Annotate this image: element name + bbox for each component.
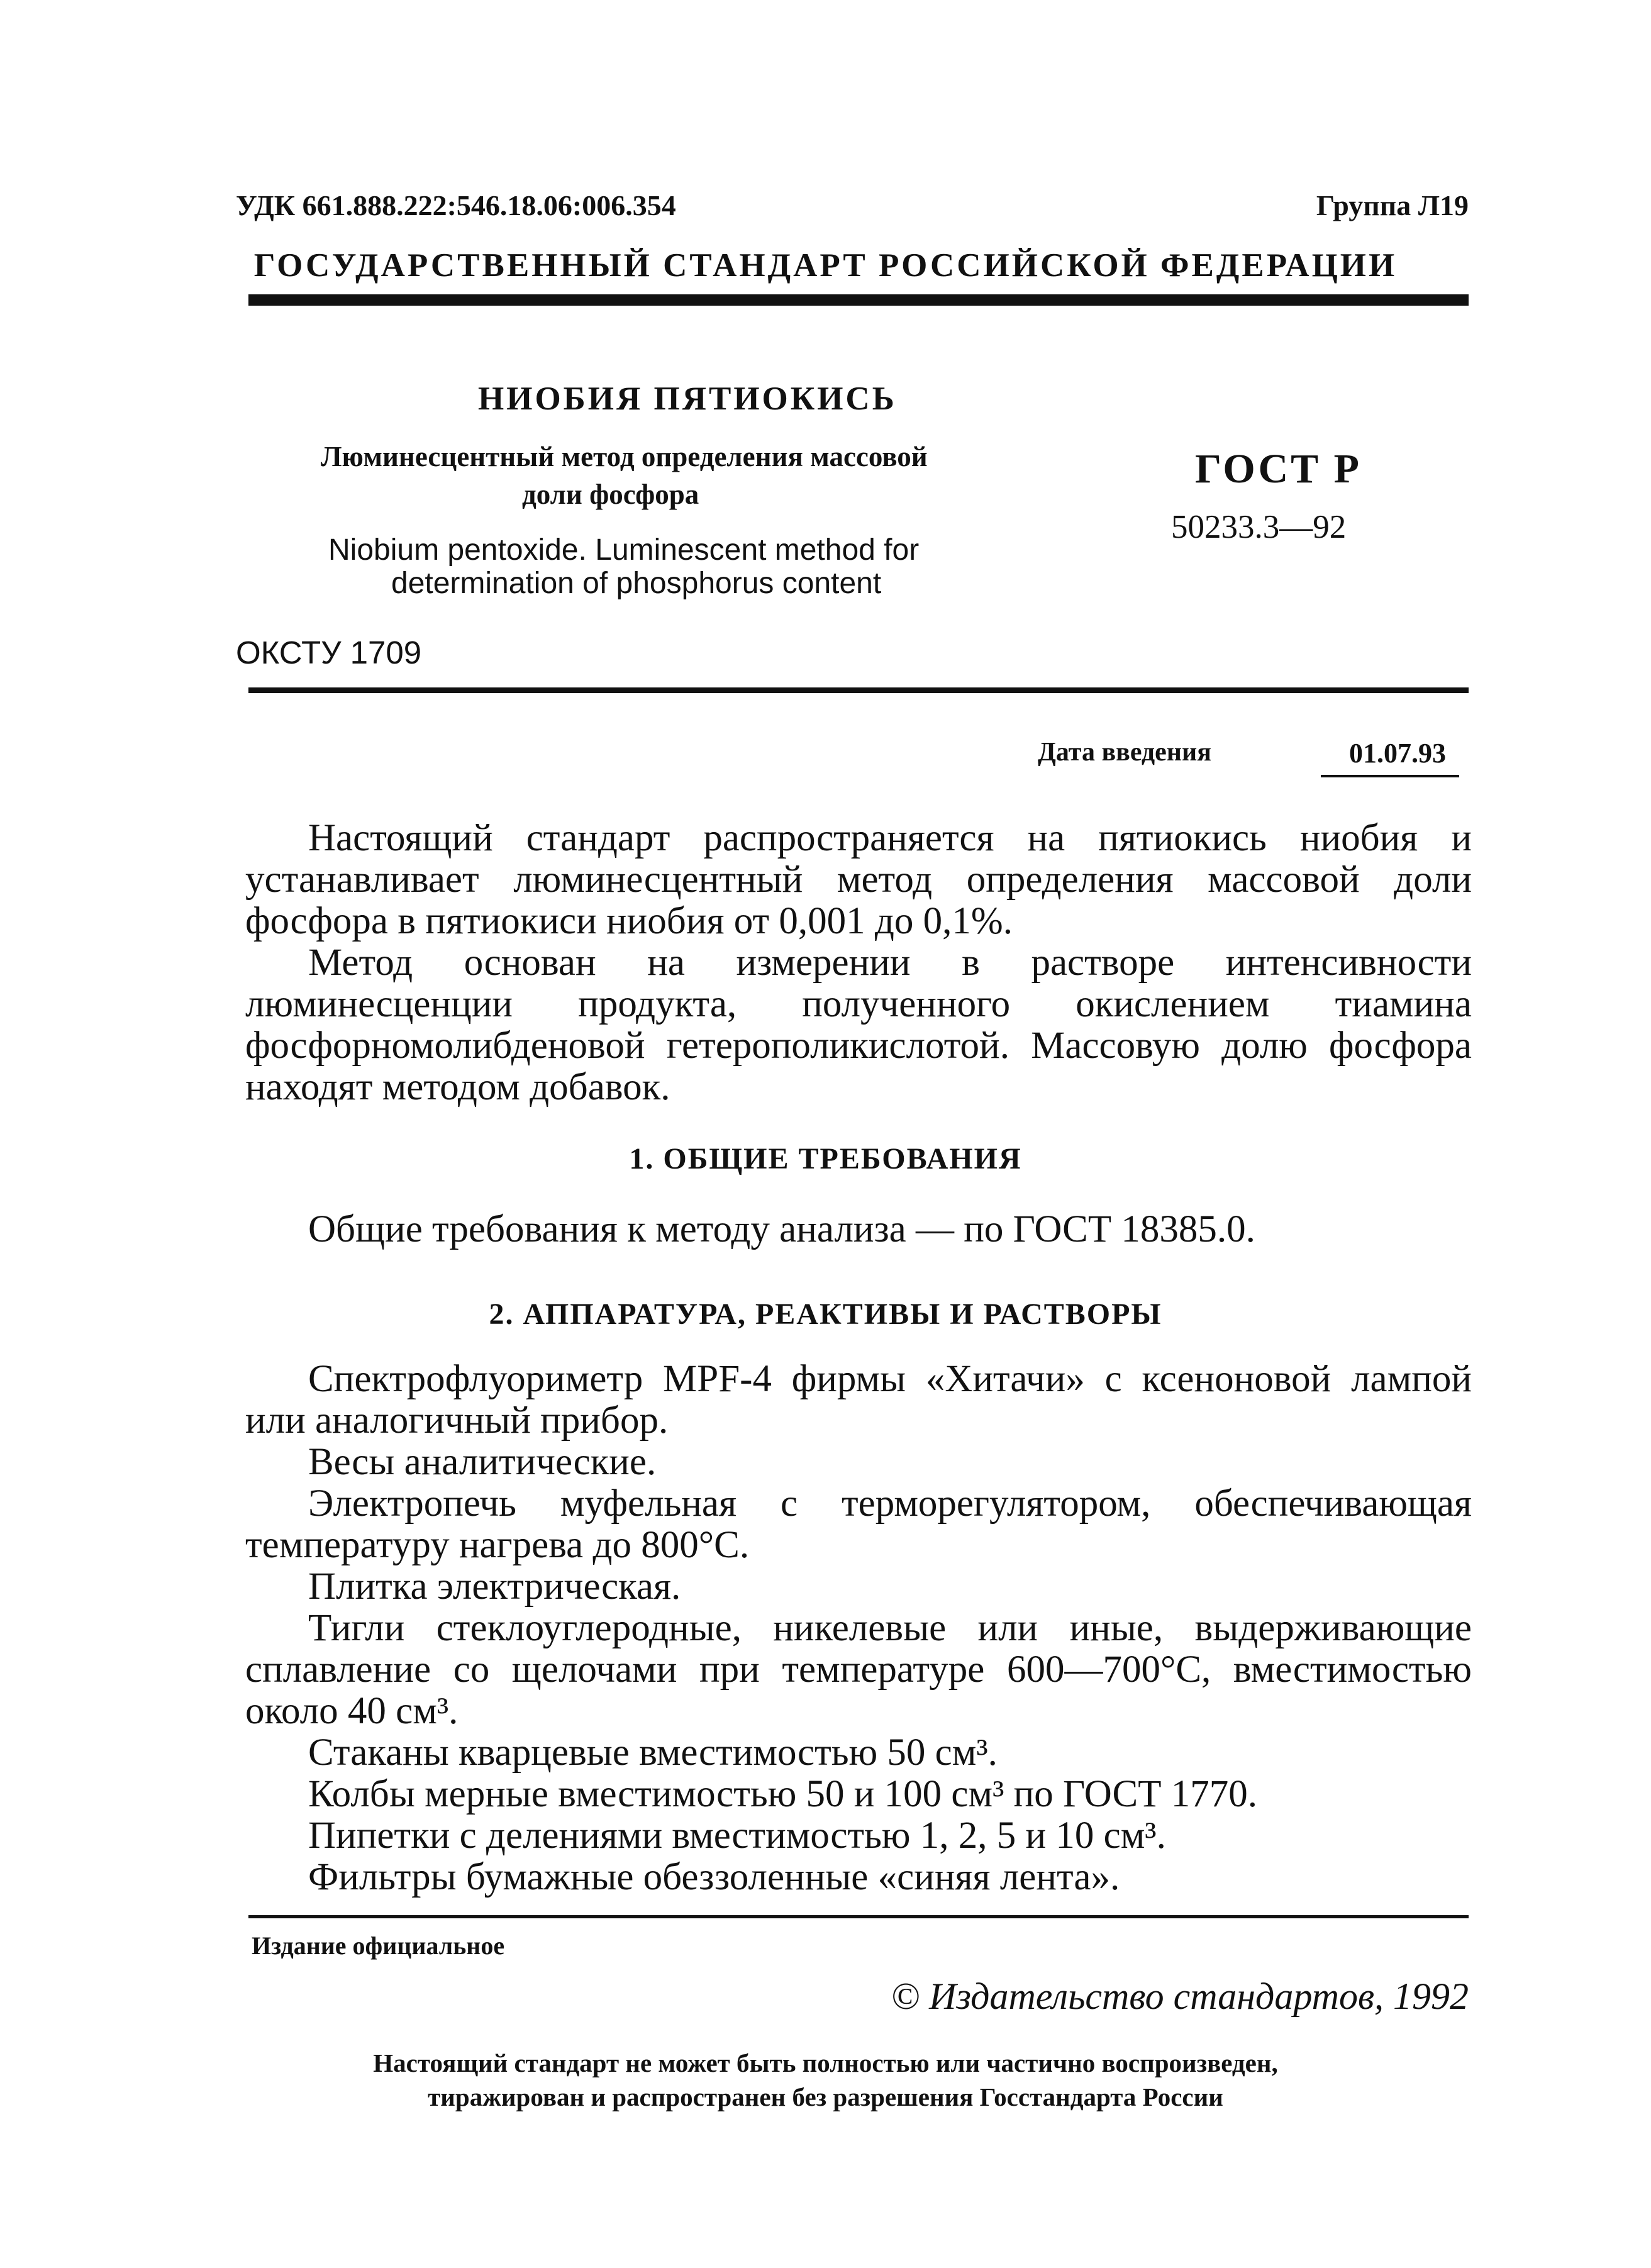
equipment-item: Плитка электрическая.: [308, 1565, 681, 1608]
english-title-line-1: Niobium pentoxide. Luminescent method for: [328, 533, 920, 567]
equipment-item: Стаканы кварцевые вместимостью 50 см³.: [308, 1732, 998, 1774]
official-edition-label: Издание официальное: [252, 1932, 505, 1960]
intro-date-underline: [1321, 775, 1459, 777]
subtitle-line-2: доли фосфора: [522, 479, 699, 510]
section-1-heading: 1. ОБЩИЕ ТРЕБОВАНИЯ: [629, 1142, 1022, 1176]
english-title-line-2: determination of phosphorus content: [391, 567, 882, 600]
equipment-list: [245, 1359, 1472, 1898]
intro-text: [245, 818, 1472, 1108]
equipment-item: Спектрофлуориметр MPF-4 фирмы «Хитачи» с ксеноновой лампой или аналогичный прибор.: [245, 1358, 1472, 1442]
subtitle-line-1: Люминесцентный метод определения массовой: [321, 441, 928, 472]
document-title: НИОБИЯ ПЯТИОКИСЬ: [478, 381, 897, 417]
state-standard-banner: ГОСУДАРСТВЕННЫЙ СТАНДАРТ РОССИЙСКОЙ ФЕДЕРАЦИИ: [253, 247, 1398, 284]
section-1-text: Общие требования к методу анализа — по ГОСТ 18385.0.: [308, 1208, 1255, 1250]
gost-label: ГОСТ Р: [1195, 446, 1362, 492]
udk-code: УДК 661.888.222:546.18.06:006.354: [236, 189, 676, 221]
equipment-item: Весы аналитические.: [308, 1441, 657, 1483]
reproduction-notice-line-2: тиражирован и распространен без разрешения Госстандарта России: [428, 2082, 1223, 2111]
equipment-item: Колбы мерные вместимостью 50 и 100 см³ по ГОСТ 1770.: [308, 1773, 1258, 1815]
header-thick-rule: [248, 294, 1469, 306]
intro-date-label: Дата введения: [1038, 738, 1211, 767]
equipment-item: Электропечь муфельная с терморегулятором, обеспечивающая температуру нагрева до 800°С.: [245, 1482, 1472, 1566]
footer-rule: [248, 1915, 1469, 1918]
equipment-item: Пипетки с делениями вместимостью 1, 2, 5 и 10 см³.: [308, 1815, 1166, 1857]
intro-paragraph-2: Метод основан на измерении в растворе интенсивности люминесценции продукта, полученного окислением тиамина фосфорномолибденовой гетерополикислотой. Массовую долю фосфора находят методом добавок.: [245, 942, 1472, 1108]
intro-paragraph-1: Настоящий стандарт распространяется на пятиокись ниобия и устанавливает люминесцентный метод определения массовой доли фосфора в пятиокиси ниобия от 0,001 до 0,1%.: [245, 817, 1472, 942]
equipment-item: Тигли стеклоуглеродные, никелевые или иные, выдерживающие сплавление со щелочами при температуре 600—700°С, вместимостью около 40 см³.: [245, 1607, 1472, 1732]
copyright-line: © Издательство стандартов, 1992: [891, 1976, 1469, 2017]
reproduction-notice-line-1: Настоящий стандарт не может быть полностью или частично воспроизведен,: [373, 2048, 1278, 2077]
section-2-heading: 2. АППАРАТУРА, РЕАКТИВЫ И РАСТВОРЫ: [489, 1298, 1162, 1331]
okstu-code: ОКСТУ 1709: [236, 635, 422, 670]
group-code: Группа Л19: [1316, 189, 1469, 221]
equipment-item: Фильтры бумажные обеззоленные «синяя лента».: [308, 1856, 1120, 1898]
gost-number: 50233.3—92: [1171, 509, 1347, 545]
intro-date-value: 01.07.93: [1349, 738, 1446, 769]
title-rule: [248, 687, 1469, 693]
